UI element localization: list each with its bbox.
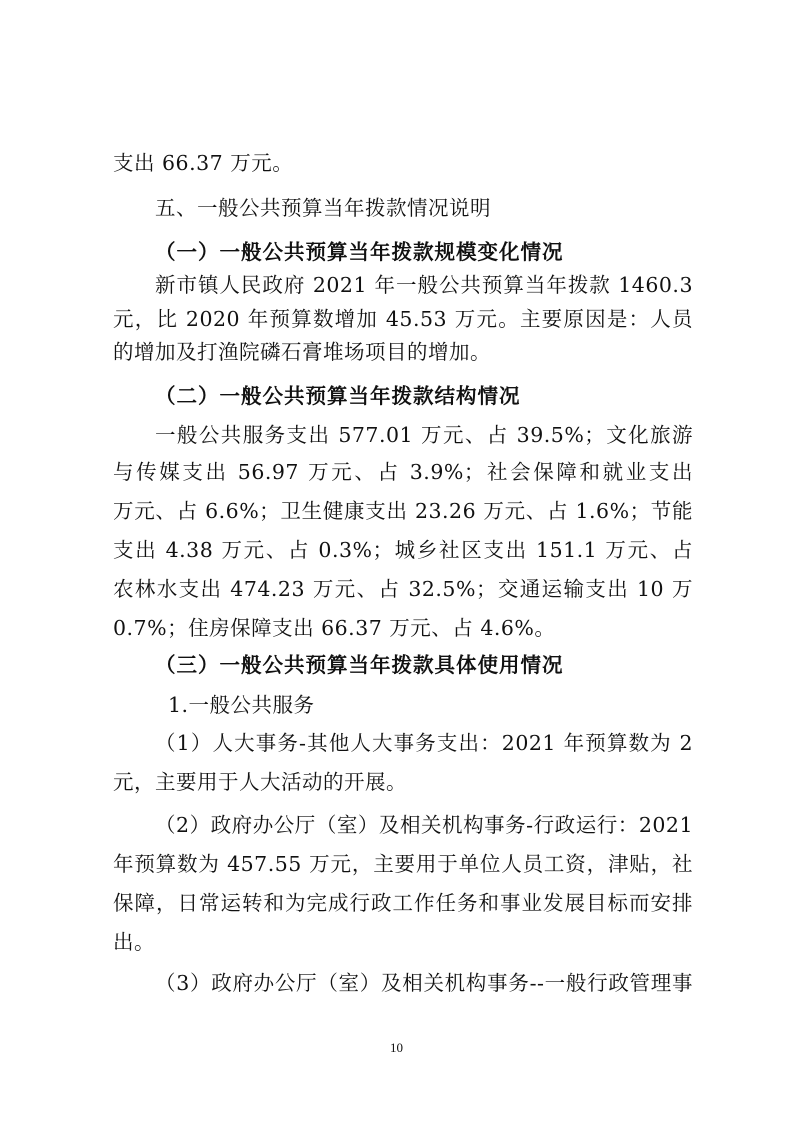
section-heading: 五、一般公共预算当年拨款情况说明 — [155, 196, 491, 220]
paragraph-line: 出。 — [113, 930, 155, 954]
paragraph-line: 新市镇人民政府 2021 年一般公共预算当年拨款 1460.3 — [155, 273, 693, 297]
paragraph-line: 的增加及打渔院磷石膏堆场项目的增加。 — [113, 340, 491, 364]
paragraph-line: 农林水支出 474.23 万元、占 32.5%；交通运输支出 10 万 — [113, 577, 693, 601]
paragraph-line: 保障，日常运转和为完成行政工作任务和事业发展目标而安排 — [113, 891, 693, 915]
paragraph-line: 元，比 2020 年预算数增加 45.53 万元。主要原因是：人员 — [113, 307, 693, 331]
paragraph-line: 支出 4.38 万元、占 0.3%；城乡社区支出 151.1 万元、占 — [113, 538, 693, 562]
subsection-heading: （三）一般公共预算当年拨款具体使用情况 — [155, 653, 564, 677]
page-number: 10 — [390, 1040, 403, 1055]
item-heading: 1.一般公共服务 — [168, 693, 315, 717]
subsection-heading: （一）一般公共预算当年拨款规模变化情况 — [155, 240, 564, 264]
paragraph-line: 年预算数为 457.55 万元，主要用于单位人员工资，津贴，社 — [113, 852, 693, 876]
paragraph-line: 万元、占 6.6%；卫生健康支出 23.26 万元、占 1.6%；节能 — [113, 499, 693, 523]
paragraph-line: 与传媒支出 56.97 万元、占 3.9%；社会保障和就业支出 — [113, 460, 693, 484]
paragraph-line: （2）政府办公厅（室）及相关机构事务-行政运行：2021 — [155, 813, 693, 837]
paragraph-line: （3）政府办公厅（室）及相关机构事务--一般行政管理事 — [155, 971, 693, 995]
subsection-heading: （二）一般公共预算当年拨款结构情况 — [155, 384, 521, 408]
paragraph-line: 元，主要用于人大活动的开展。 — [113, 770, 407, 794]
paragraph-line: 0.7%；住房保障支出 66.37 万元、占 4.6%。 — [113, 616, 556, 640]
paragraph-line: 一般公共服务支出 577.01 万元、占 39.5%；文化旅游 — [155, 423, 693, 447]
paragraph-line: （1）人大事务-其他人大事务支出：2021 年预算数为 2 — [155, 731, 693, 755]
paragraph-line: 支出 66.37 万元。 — [113, 151, 294, 175]
